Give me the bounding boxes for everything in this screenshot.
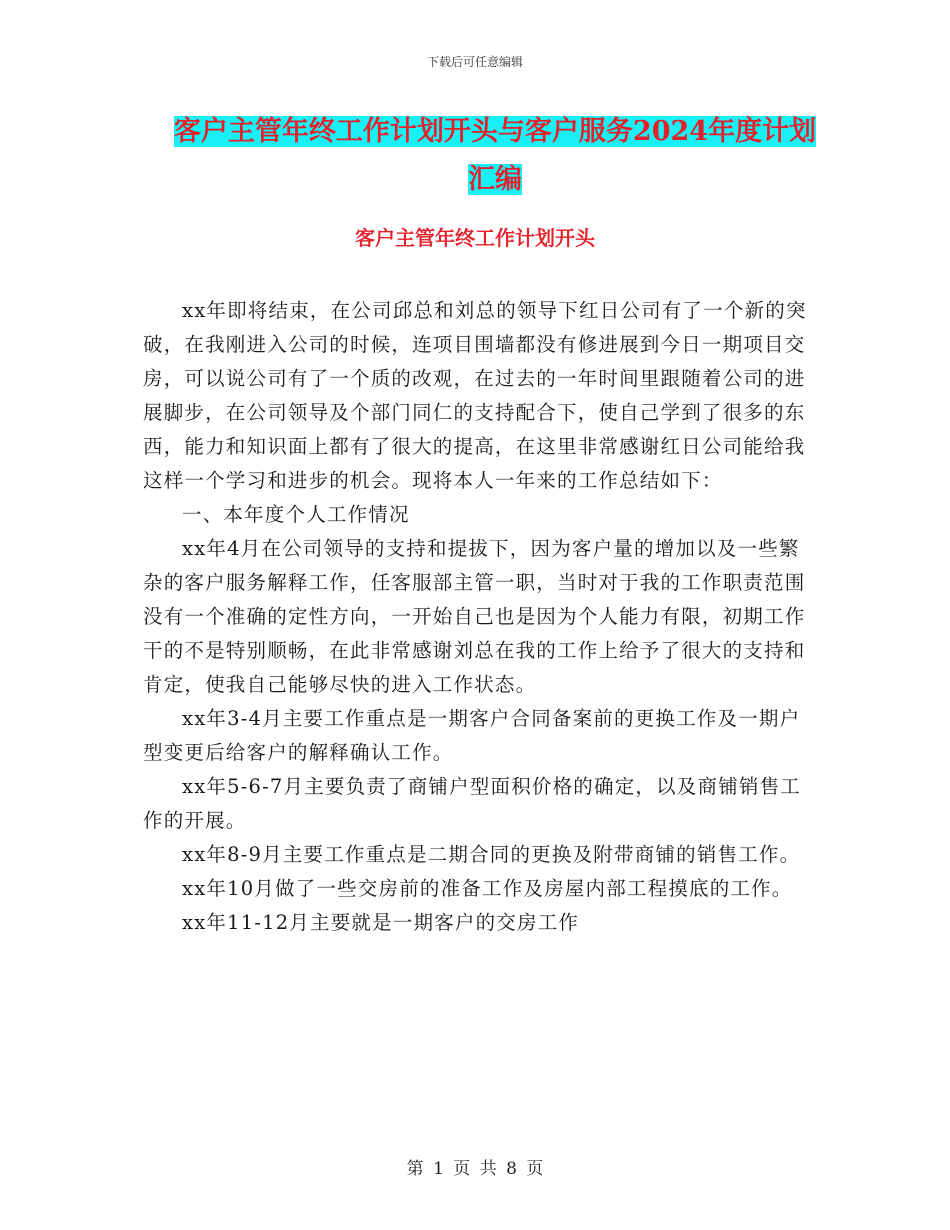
page-header: 下载后可任意编辑 <box>426 55 523 69</box>
document-title <box>170 108 820 204</box>
paragraph: 一、本年度个人工作情况 <box>182 503 410 526</box>
paragraph: xx年8-9月主要工作重点是二期合同的更换及附带商铺的销售工作。 <box>182 843 801 866</box>
paragraph: xx年5-6-7月主要负责了商铺户型面积价格的确定，以及商铺销售工作的开展。 <box>143 775 801 832</box>
paragraph: xx年4月在公司领导的支持和提拔下，因为客户量的增加以及一些繁杂的客户服务解释工作，任客服部主管一职，当时对于我的工作职责范围没有一个准确的定性方向，一开始自己也是因为个人能力有限，初期工作干的不是特别顺畅，在此非常感谢刘总在我的工作上给予了很大的支持和肯定，使我自己能够尽快的进入工作状态。 <box>143 537 806 696</box>
paragraph: xx年10月做了一些交房前的准备工作及房屋内部工程摸底的工作。 <box>182 877 793 900</box>
paragraph: xx年11-12月主要就是一期客户的交房工作 <box>182 911 580 934</box>
paragraph: xx年即将结束，在公司邱总和刘总的领导下红日公司有了一个新的突破，在我刚进入公司的时候，连项目围墙都没有修进展到今日一期项目交房，可以说公司有了一个质的改观，在过去的一年时间里跟随着公司的进展脚步，在公司领导及个部门同仁的支持配合下，使自己学到了很多的东西，能力和知识面上都有了很大的提高，在这里非常感谢红日公司能给我这样一个学习和进步的机会。现将本人一年来的工作总结如下： <box>143 299 807 492</box>
page-footer: 第 1 页 共 8 页 <box>406 1159 544 1179</box>
document-title-text: 客户主管年终工作计划开头与客户服务2024年度计划汇编 <box>173 116 817 195</box>
paragraph: xx年3-4月主要工作重点是一期客户合同备案前的更换工作及一期户型变更后给客户的解释确认工作。 <box>143 707 801 764</box>
document-body <box>143 294 813 940</box>
section-title: 客户主管年终工作计划开头 <box>355 226 595 250</box>
